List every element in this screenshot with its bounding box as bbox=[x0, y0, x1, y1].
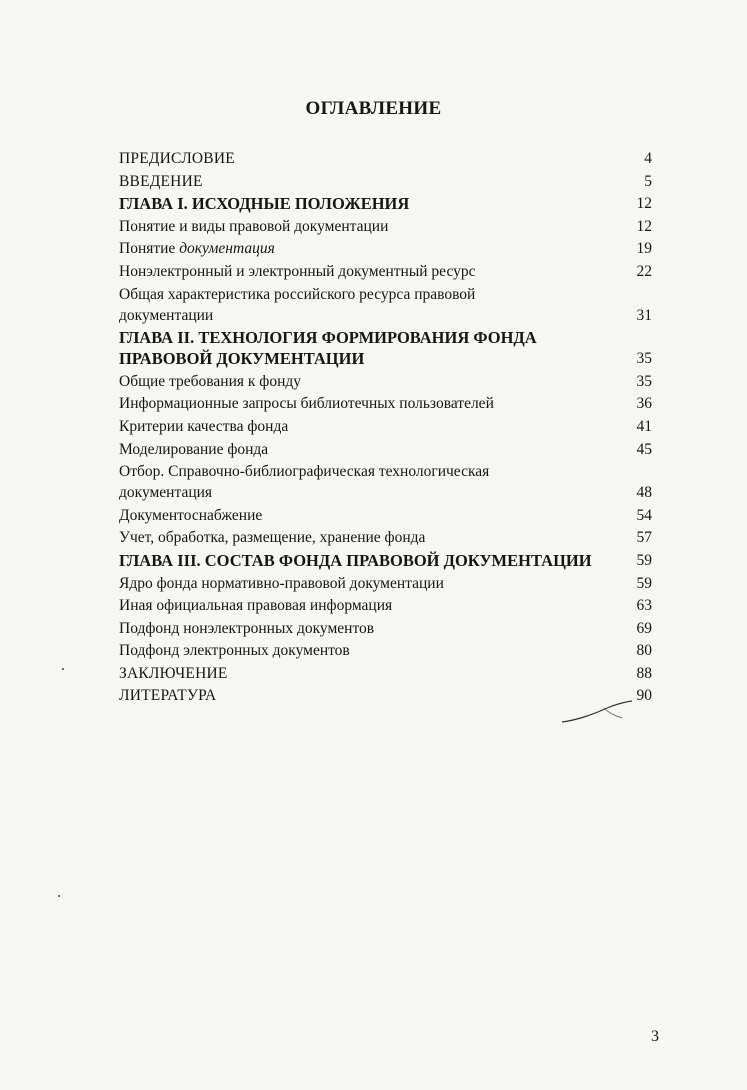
toc-entry-label: ВВЕДЕНИЕ bbox=[119, 172, 203, 190]
toc-entry-label: ГЛАВА III. СОСТАВ ФОНДА ПРАВОВОЙ ДОКУМЕНТАЦИИ bbox=[119, 550, 592, 570]
toc-entry bbox=[119, 284, 652, 326]
toc-entry-introduction bbox=[119, 171, 652, 192]
page-number: 3 bbox=[651, 1028, 659, 1045]
toc-entry-label bbox=[119, 327, 626, 369]
toc-entry-page: 5 bbox=[644, 172, 652, 190]
toc-entry bbox=[119, 461, 652, 503]
toc-entry-page: 69 bbox=[636, 619, 652, 637]
toc-entry-page: 22 bbox=[636, 262, 652, 280]
toc-entry bbox=[119, 216, 652, 237]
toc-entry bbox=[119, 371, 652, 392]
toc-entry-label: Документоснабжение bbox=[119, 506, 263, 524]
toc-entry bbox=[119, 640, 652, 661]
toc-entry-label-line-1: Общая характеристика российского ресурса правовой bbox=[119, 285, 476, 303]
toc-entry-conclusion bbox=[119, 663, 652, 684]
toc-entry-page: 12 bbox=[636, 217, 652, 235]
toc-entry-label: ЗАКЛЮЧЕНИЕ bbox=[119, 664, 228, 682]
toc-entry-label: ЛИТЕРАТУРА bbox=[119, 687, 217, 705]
toc-entry-page: 54 bbox=[636, 506, 652, 524]
toc-entry-label: Критерии качества фонда bbox=[119, 417, 289, 435]
toc-entry-label: Моделирование фонда bbox=[119, 440, 269, 458]
toc-entry-page: 35 bbox=[636, 350, 652, 368]
toc-entry-chapter-1 bbox=[119, 193, 652, 214]
toc-entry-page: 45 bbox=[636, 440, 652, 458]
toc-entry-label: Подфонд нонэлектронных документов bbox=[119, 619, 375, 637]
toc-entry bbox=[119, 439, 652, 460]
toc-entry bbox=[119, 595, 652, 616]
toc-entry bbox=[119, 573, 652, 594]
toc-entry-chapter-3 bbox=[119, 550, 652, 571]
toc-entry-page: 41 bbox=[636, 417, 652, 435]
toc-entry-page: 48 bbox=[636, 484, 652, 502]
toc-entry-label: Информационные запросы библиотечных пользователей bbox=[119, 395, 494, 413]
toc-entry-label: ГЛАВА I. ИСХОДНЫЕ ПОЛОЖЕНИЯ bbox=[119, 194, 410, 214]
toc-entry-label-line-2: ПРАВОВОЙ ДОКУМЕНТАЦИИ bbox=[119, 349, 365, 369]
toc-entry-page: 90 bbox=[636, 687, 652, 705]
toc-entry-label: Подфонд электронных документов bbox=[119, 642, 350, 660]
toc-entry-label-italic: документация bbox=[179, 240, 275, 258]
toc-entry bbox=[119, 416, 652, 437]
toc-entry-page: 59 bbox=[636, 574, 652, 592]
toc-entry-page: 36 bbox=[636, 395, 652, 413]
toc-entry-preface bbox=[119, 148, 652, 169]
toc-entry-page: 35 bbox=[636, 372, 652, 390]
toc-entry-label: Понятие и виды правовой документации bbox=[119, 217, 389, 235]
toc-entry-page: 19 bbox=[636, 240, 652, 258]
toc-entry-label-line-2: документации bbox=[119, 306, 214, 324]
toc-entry-label: Нонэлектронный и электронный документный ресурс bbox=[119, 262, 476, 280]
toc-entry bbox=[119, 618, 652, 639]
scan-speck bbox=[62, 668, 64, 670]
toc-entry-page: 57 bbox=[636, 529, 652, 547]
toc-entry-chapter-2 bbox=[119, 327, 652, 369]
toc-entry bbox=[119, 238, 652, 259]
toc-entry-page: 80 bbox=[636, 642, 652, 660]
pen-stroke-mark bbox=[560, 700, 640, 730]
toc-entry-label bbox=[119, 461, 626, 503]
toc-entry-label: Ядро фонда нормативно-правовой документации bbox=[119, 574, 444, 592]
toc-entry-label-line-1: ГЛАВА II. ТЕХНОЛОГИЯ ФОРМИРОВАНИЯ ФОНДА bbox=[119, 328, 537, 348]
toc-entry-page: 4 bbox=[644, 150, 652, 167]
toc-entry-label-prefix: Понятие bbox=[119, 240, 180, 258]
scan-speck bbox=[58, 895, 60, 897]
toc-entry-label: Иная официальная правовая информация bbox=[119, 597, 393, 615]
toc-entry bbox=[119, 505, 652, 526]
toc-entry-label-line-1: Отбор. Справочно-библиографическая технологическая bbox=[119, 463, 490, 481]
toc-entry-label bbox=[119, 238, 626, 259]
toc-entry-page: 63 bbox=[636, 597, 652, 615]
toc-entry-page: 12 bbox=[636, 195, 652, 213]
toc-entry-label: Учет, обработка, размещение, хранение фонда bbox=[119, 529, 426, 547]
toc-entry-label: Общие требования к фонду bbox=[119, 372, 302, 390]
toc-entry-label bbox=[119, 284, 626, 326]
toc-entry bbox=[119, 393, 652, 414]
toc-entry-label: ПРЕДИСЛОВИЕ bbox=[119, 150, 235, 167]
toc-entry-page: 59 bbox=[636, 551, 652, 569]
toc-entry bbox=[119, 261, 652, 282]
toc-entry-page: 31 bbox=[636, 306, 652, 324]
page-title: ОГЛАВЛЕНИЕ bbox=[305, 98, 442, 119]
toc-entry bbox=[119, 527, 652, 548]
toc-entry-page: 88 bbox=[636, 664, 652, 682]
toc-entry-label-line-2: документация bbox=[119, 484, 213, 502]
table-of-contents bbox=[119, 148, 652, 708]
